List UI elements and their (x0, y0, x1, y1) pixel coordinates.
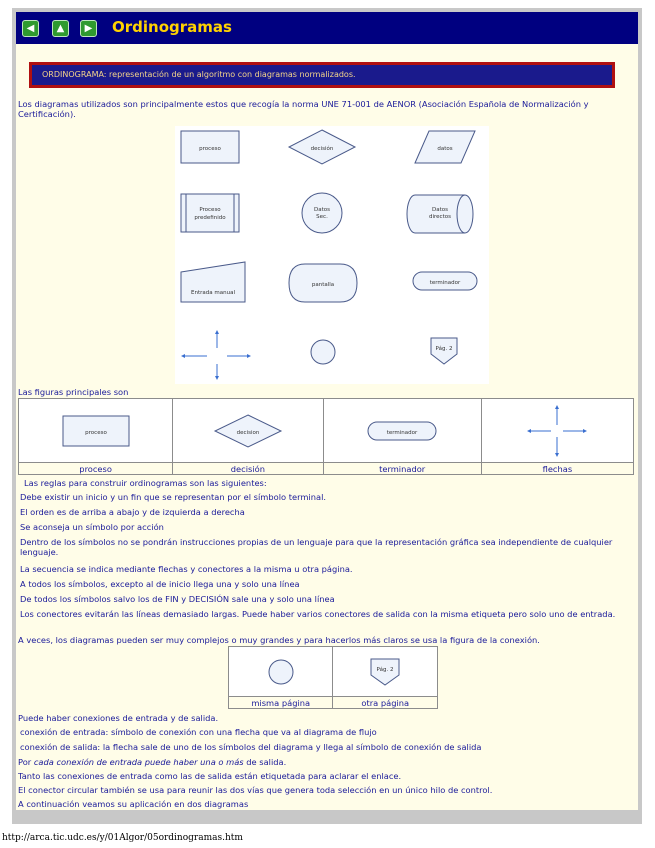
connections-line-5: Tanto las conexiones de entrada como las de salida están etiquetada para aclarar el enlace. (18, 771, 402, 781)
rule-3: Se aconseja un símbolo por acción (20, 522, 164, 532)
connections-line-2: conexión de entrada: símbolo de conexión con una flecha que va al diagrama de flujo (20, 727, 377, 737)
other-page-cell (333, 647, 438, 697)
decision-label: decisión (310, 146, 334, 152)
terminator-cell (323, 399, 481, 463)
emphasis-text: cada conexión de entrada puede haber una o más (33, 757, 244, 767)
forward-arrow-icon[interactable]: ▶ (80, 20, 97, 37)
caption-arrows: flechas (481, 463, 633, 475)
svg-text:proceso: proceso (84, 429, 107, 436)
rule-8: Los conectores evitarán las líneas demasiado largas. Puede haber varios conectores de salida con la misma etiqueta pero solo uno de entrada. (20, 609, 616, 619)
back-arrow-icon[interactable]: ◀ (22, 20, 39, 37)
process-label: proceso (199, 146, 221, 152)
symbols-figure (175, 126, 489, 384)
caption-terminator: terminador (323, 463, 481, 475)
arrows-cell (481, 399, 633, 463)
rule-5: La secuencia se indica mediante flechas y conectores a la misma u otra página. (20, 564, 353, 574)
connector-circle-shape (311, 340, 335, 364)
svg-text:Proceso: Proceso (199, 207, 221, 213)
svg-text:Datos: Datos (314, 207, 330, 213)
connections-line-7: A continuación veamos su aplicación en dos diagramas (18, 799, 249, 809)
sequential-data-shape (302, 193, 342, 233)
svg-text:Pág. 2: Pág. 2 (435, 346, 453, 352)
symbols-diagram (175, 126, 489, 384)
svg-text:pantalla: pantalla (311, 282, 335, 288)
definition-text: ORDINOGRAMA: representación de un algoritmo con diagramas normalizados. (42, 70, 356, 79)
definition-box (29, 62, 615, 88)
page-content (16, 12, 638, 810)
rule-2: El orden es de arriba a abajo y de izquierda a derecha (20, 507, 245, 517)
svg-text:terminador: terminador (386, 429, 418, 436)
rule-4: Dentro de los símbolos no se pondrán instrucciones propias de un lenguaje para que la representación gráfica sea independiente de cualquier lenguaje. (20, 537, 613, 557)
decision-cell (173, 399, 323, 463)
svg-text:Datos: Datos (432, 207, 448, 213)
rules-intro: Las reglas para construir ordinogramas son las siguientes: (24, 478, 267, 488)
connectors-table (228, 646, 438, 709)
page-title: Ordinogramas (112, 18, 232, 36)
connections-line-1: Puede haber conexiones de entrada y de salida. (18, 713, 219, 723)
source-url: http://arca.tic.udc.es/y/01Algor/05ordinogramas.htm (2, 833, 243, 843)
svg-text:terminador: terminador (429, 280, 461, 286)
caption-decision: decisión (173, 463, 323, 475)
manual-input-shape (181, 262, 245, 302)
connections-line-4: Por cada conexión de entrada puede haber una o más de salida. (18, 757, 287, 767)
caption-other-page: otra página (333, 697, 438, 709)
svg-text:directos: directos (429, 214, 451, 220)
connections-line-6: El conector circular también se usa para reunir las dos vías que genera toda selección en un único hilo de control. (18, 785, 493, 795)
process-cell (19, 399, 173, 463)
svg-text:decision: decision (236, 429, 260, 436)
data-label: datos (437, 146, 453, 152)
main-figures-label: Las figuras principales son (18, 387, 129, 397)
connection-intro: A veces, los diagramas pueden ser muy complejos o muy grandes y para hacerlos más claros se usa la figura de la conexión. (18, 635, 540, 645)
svg-text:Entrada manual: Entrada manual (191, 290, 235, 296)
home-up-icon[interactable]: ▲ (52, 20, 69, 37)
arrows-icon (525, 403, 589, 459)
svg-text:Sec.: Sec. (316, 214, 328, 220)
same-page-connector-icon (266, 657, 296, 687)
page-header (16, 12, 638, 44)
rule-1: Debe existir un inicio y un fin que se representan por el símbolo terminal. (20, 492, 327, 502)
rule-7: De todos los símbolos salvo los de FIN y DECISIÓN sale una y solo una línea (20, 594, 335, 604)
rule-6: A todos los símbolos, excepto al de inicio llega una y solo una línea (20, 579, 300, 589)
caption-process: proceso (19, 463, 173, 475)
predefined-process-shape (181, 194, 239, 232)
other-page-connector-icon (368, 656, 402, 688)
svg-text:Pág. 2: Pág. 2 (376, 666, 394, 673)
main-figures-table (18, 398, 634, 475)
caption-same-page: misma página (229, 697, 333, 709)
svg-text:predefinido: predefinido (194, 215, 226, 221)
connections-line-3: conexión de salida: la flecha sale de uno de los símbolos del diagrama y llega al símbolo de conexión de salida (20, 742, 482, 752)
same-page-cell (229, 647, 333, 697)
intro-paragraph: Los diagramas utilizados son principalmente estos que recogía la norma UNE 71-001 de AENOR (Asociación Española de Normalización y Certificación). (18, 99, 589, 119)
